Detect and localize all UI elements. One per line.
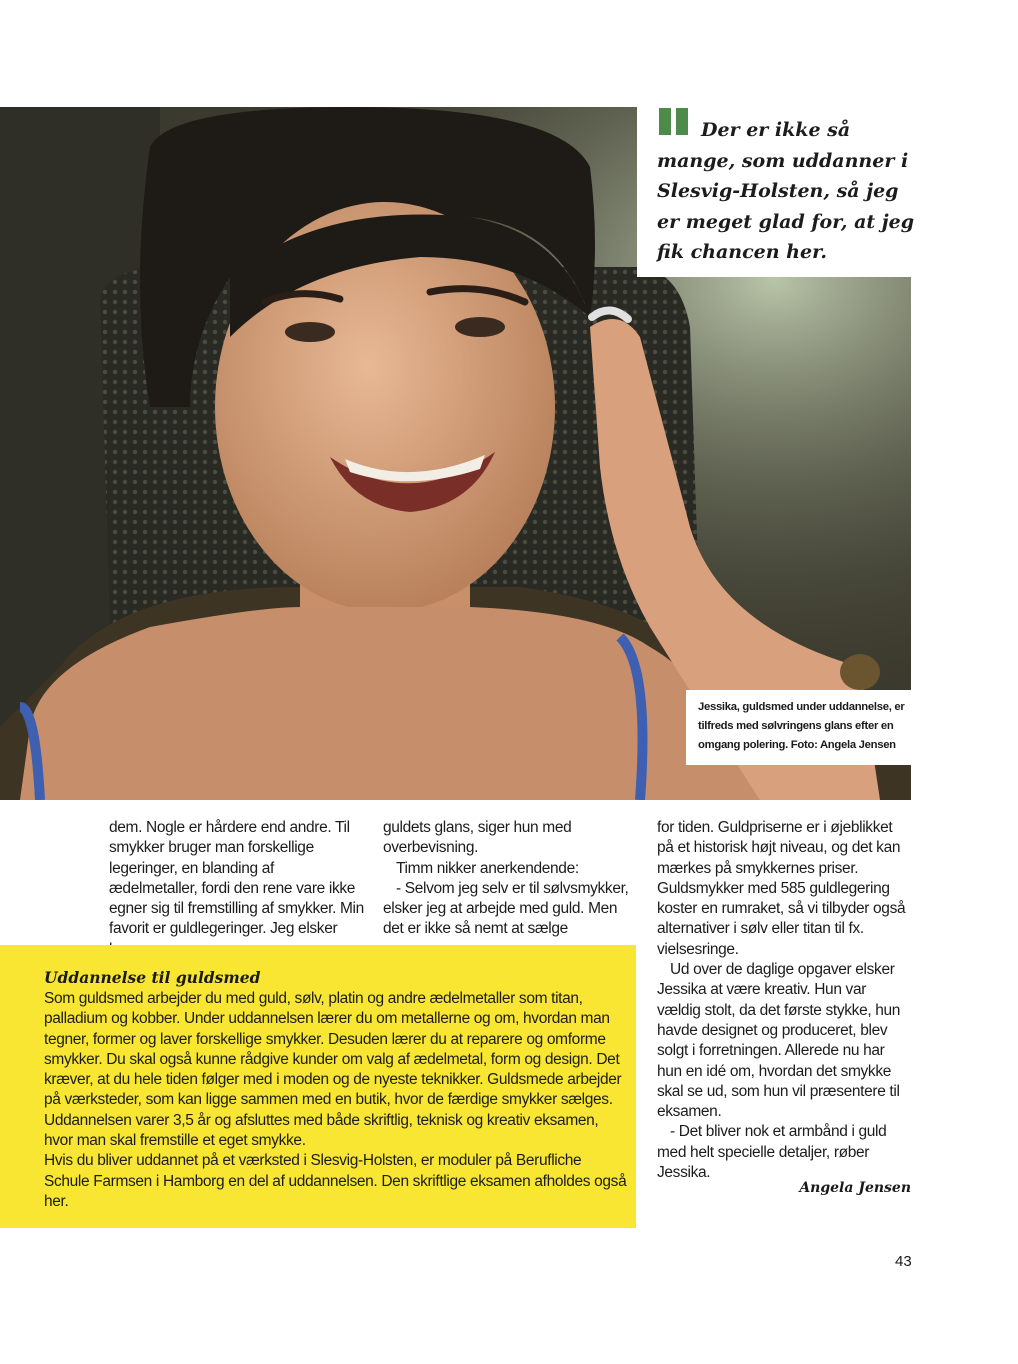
page-number: 43 [895,1253,912,1270]
pull-quote-text: Der er ikke så mange, som uddanner i Slesvig-Holsten, så jeg er meget glad for, at jeg fik chancen her. [657,119,915,263]
article-column-3 [657,818,911,1183]
pull-quote [637,107,915,277]
byline: Angela Jensen [799,1180,911,1196]
article-paragraph: - Selvom jeg selv er til sølvsmykker, elsker jeg at arbejde med guld. Men det er ikke så nemt at sælge [383,879,629,938]
article-paragraph: dem. Nogle er hårdere end andre. Til smykker bruger man forskellige legeringer, en blanding af ædelmetaller, fordi den rene vare ikke egner sig til fremstilling af smykker. Min favorit er guldlegeringer. Jeg elsker [109,819,364,938]
article-column-1 [109,818,366,960]
article-column-2 [383,818,635,940]
article-paragraph: for tiden. Guldpriserne er i øjeblikket på et historisk højt niveau, og det kan mærkes på smykkernes priser. Guldsmykker med 585 guldlegering koster en rumraket, så vi tilbyder også alternativer i sølv eller titan til fx. vielsesringe. [657,819,906,958]
photo-caption: Jessika, guldsmed under uddannelse, er tilfreds med sølvringens glans efter en omgang polering. Foto: Angela Jensen [686,690,911,765]
article-paragraph: - Det bliver nok et armbånd i guld med helt specielle detaljer, røber Jessika. [657,1123,887,1182]
factbox-body [44,989,629,1212]
factbox-title: Uddannelse til guldsmed [44,968,261,987]
factbox-paragraph: Som guldsmed arbejder du med guld, sølv, platin og andre ædelmetaller som titan, palladium og kobber. Under uddannelsen lærer du om metallerne og om, hvordan man tegner, former og laver forskellige smykker. Desuden lærer du at reparere og omforme smykker. Du skal også kunne rådgive kunder om valg af ædelmetal, form og design. Det kræver, at du hele tiden følger med i moden og de nyeste teknikker. Guldsmede arbejder på værksteder, som kan ligge sammen med en butik, hvor de færdige smykker sælges. Uddannelsen varer 3,5 år og afsluttes med både skriftlig, teknisk og kreativ eksamen, hvor man skal fremstille et eget smykke. [44,990,622,1150]
factbox-paragraph: Hvis du bliver uddannet på et værksted i Slesvig-Holsten, er moduler på Berufliche Schule Farmsen i Hamborg en del af uddannelsen. Den skriftlige eksamen afholdes også her. [44,1152,627,1210]
article-paragraph: Ud over de daglige opgaver elsker Jessika at være kreativ. Hun var vældig stolt, da det første stykke, hun havde designet og produceret, blev solgt i forretningen. Allerede nu har hun en idé om, hvordan det smykke skal se ud, som hun vil præsentere til eksamen. [657,961,901,1121]
article-paragraph: Timm nikker anerkendende: [396,859,579,877]
article-paragraph: guldets glans, siger hun med overbevisning. [383,819,572,857]
